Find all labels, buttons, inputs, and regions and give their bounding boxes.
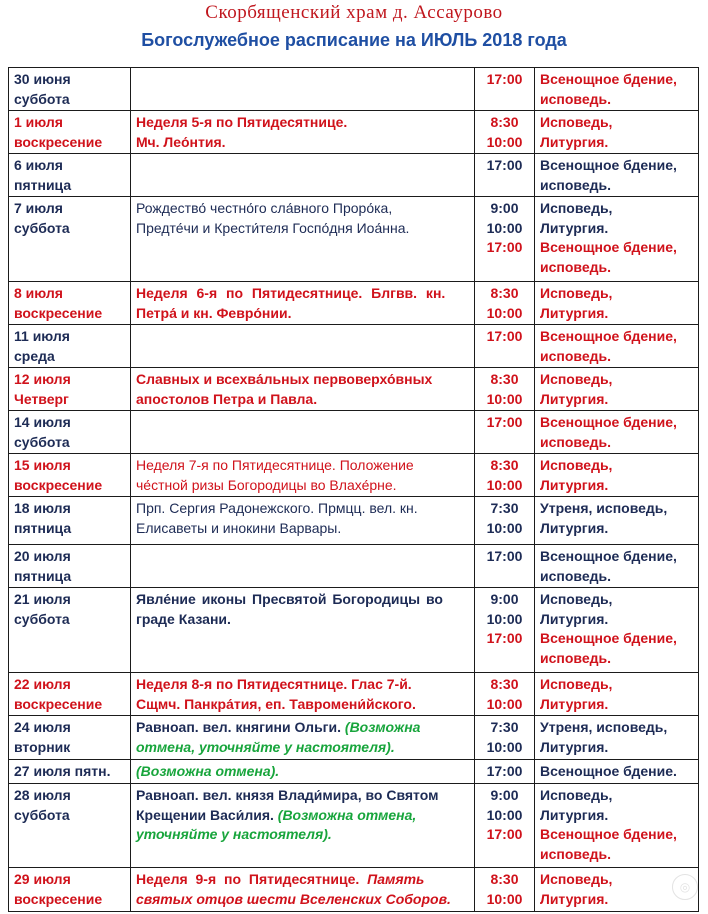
time-cell: 7:30 10:00 [475, 716, 535, 760]
watermark-icon: ◎ [672, 874, 698, 900]
schedule-row [9, 784, 699, 868]
time-cell: 17:00 [475, 154, 535, 197]
schedule-row [9, 368, 699, 411]
date-cell: 29 июля воскресение [9, 868, 131, 912]
schedule-row [9, 325, 699, 368]
time-cell: 9:00 10:00 17:00 [475, 784, 535, 868]
description-cell: Неделя 9-я по Пятидесятнице. Память святых отцов шести Вселенских Соборов. [131, 868, 475, 912]
date-cell: 30 июня суббота [9, 68, 131, 111]
description-cell [131, 154, 475, 197]
date-cell: 27 июля пятн. [9, 760, 131, 784]
description-cell [131, 760, 475, 784]
time-cell: 8:30 10:00 [475, 868, 535, 912]
date-cell: 11 июля среда [9, 325, 131, 368]
time-cell: 8:30 10:00 [475, 282, 535, 325]
time-cell: 9:00 10:00 17:00 [475, 197, 535, 282]
time-cell: 9:00 10:00 17:00 [475, 588, 535, 673]
time-cell: 17:00 [475, 68, 535, 111]
schedule-row [9, 673, 699, 716]
time-cell: 17:00 [475, 411, 535, 454]
description-cell [131, 411, 475, 454]
description-cell: Равноап. вел. князя Влади́мира, во Святом Крещении Васи́лия. (Возможна отмена, уточняйте у настоятеля). [131, 784, 475, 868]
schedule-title: Богослужебное расписание на ИЮЛЬ 2018 года [141, 30, 567, 50]
date-cell: 28 июля суббота [9, 784, 131, 868]
description-cell: Явле́ние иконы Пресвятой Богородицы во граде Казани. [131, 588, 475, 673]
service-cell: Исповедь, Литургия. [535, 111, 699, 154]
schedule-row [9, 454, 699, 497]
schedule-row [9, 111, 699, 154]
service-cell: Всенощное бдение, исповедь. [535, 325, 699, 368]
cancel-note: (Возможна отмена). [136, 763, 280, 779]
schedule-row [9, 411, 699, 454]
description-cell: Неделя 8-я по Пятидесятнице. Глас 7-й. Сщмч. Панкра́тия, еп. Тавромени́йского. [131, 673, 475, 716]
description-cell [131, 545, 475, 588]
service-cell: Исповедь, Литургия. [535, 454, 699, 497]
service-cell: Исповедь, Литургия. Всенощное бдение, исповедь. [535, 588, 699, 673]
schedule-row [9, 154, 699, 197]
service-cell: Утреня, исповедь, Литургия. [535, 497, 699, 545]
date-cell: 1 июля воскресение [9, 111, 131, 154]
service-cell: Исповедь, Литургия. [535, 673, 699, 716]
service-cell: Исповедь, Литургия. Всенощное бдение, исповедь. [535, 784, 699, 868]
date-cell: 12 июля Четверг [9, 368, 131, 411]
schedule-row [9, 588, 699, 673]
cancel-note: уточняйте у настоятеля). [136, 826, 332, 842]
description-cell: Славных и всехва́льных первоверхо́вных апостолов Петра и Павла. [131, 368, 475, 411]
cancel-note: отмена, уточняйте у настоятеля). [136, 738, 395, 755]
date-cell: 14 июля суббота [9, 411, 131, 454]
date-cell: 7 июля суббота [9, 197, 131, 282]
schedule-row [9, 197, 699, 282]
schedule-row [9, 760, 699, 784]
date-cell: 8 июля воскресение [9, 282, 131, 325]
date-cell: 21 июля суббота [9, 588, 131, 673]
service-cell: Всенощное бдение, исповедь. [535, 154, 699, 197]
date-cell: 20 июля пятница [9, 545, 131, 588]
date-cell: 15 июля воскресение [9, 454, 131, 497]
schedule-row [9, 282, 699, 325]
description-cell: Неделя 7-я по Пятидесятнице. Положение че́стной ризы Богородицы во Влахе́рне. [131, 454, 475, 497]
service-cell: Утреня, исповедь, Литургия. [535, 716, 699, 760]
time-cell: 8:30 10:00 [475, 111, 535, 154]
date-cell: 6 июля пятница [9, 154, 131, 197]
time-cell: 8:30 10:00 [475, 673, 535, 716]
time-cell: 17:00 [475, 325, 535, 368]
service-cell: Исповедь, Литургия. [535, 282, 699, 325]
church-title: Скорбященский храм д. Ассаурово [205, 2, 503, 23]
service-cell: Всенощное бдение. [535, 760, 699, 784]
service-cell: Всенощное бдение, исповедь. [535, 68, 699, 111]
service-cell: Всенощное бдение, исповедь. [535, 411, 699, 454]
description-cell: Неделя 5-я по Пятидесятнице. Мч. Лео́нтия. [131, 111, 475, 154]
service-cell: Всенощное бдение, исповедь. [535, 545, 699, 588]
schedule-row [9, 545, 699, 588]
service-cell: Исповедь, Литургия. [535, 868, 699, 912]
cancel-note: (Возможна отмена, [277, 806, 417, 823]
service-cell: Исповедь, Литургия. Всенощное бдение, исповедь. [535, 197, 699, 282]
description-cell: Рождество́ честно́го сла́вного Проро́ка, Предте́чи и Крести́теля Госпо́дня Иоа́нна. [131, 197, 475, 282]
description-cell [131, 325, 475, 368]
description-cell [131, 68, 475, 111]
time-cell: 7:30 10:00 [475, 497, 535, 545]
date-cell: 22 июля воскресение [9, 673, 131, 716]
description-cell: Неделя 6-я по Пятидесятнице. Блгвв. кн. Петра́ и кн. Февро́нии. [131, 282, 475, 325]
time-cell: 8:30 10:00 [475, 454, 535, 497]
schedule-row [9, 68, 699, 111]
schedule-row [9, 716, 699, 760]
date-cell: 24 июля вторник [9, 716, 131, 760]
time-cell: 8:30 10:00 [475, 368, 535, 411]
cancel-note: (Возможна [344, 719, 421, 735]
schedule-row [9, 497, 699, 545]
date-cell: 18 июля пятница [9, 497, 131, 545]
time-cell: 17:00 [475, 760, 535, 784]
time-cell: 17:00 [475, 545, 535, 588]
schedule-row [9, 868, 699, 912]
description-cell: Прп. Сергия Радонежского. Прмцц. вел. кн. Елисаветы и инокини Варвары. [131, 497, 475, 545]
service-cell: Исповедь, Литургия. [535, 368, 699, 411]
description-cell: Равноап. вел. княгини Ольги. (Возможна отмена, уточняйте у настоятеля). [131, 716, 475, 760]
schedule-table [8, 67, 699, 912]
